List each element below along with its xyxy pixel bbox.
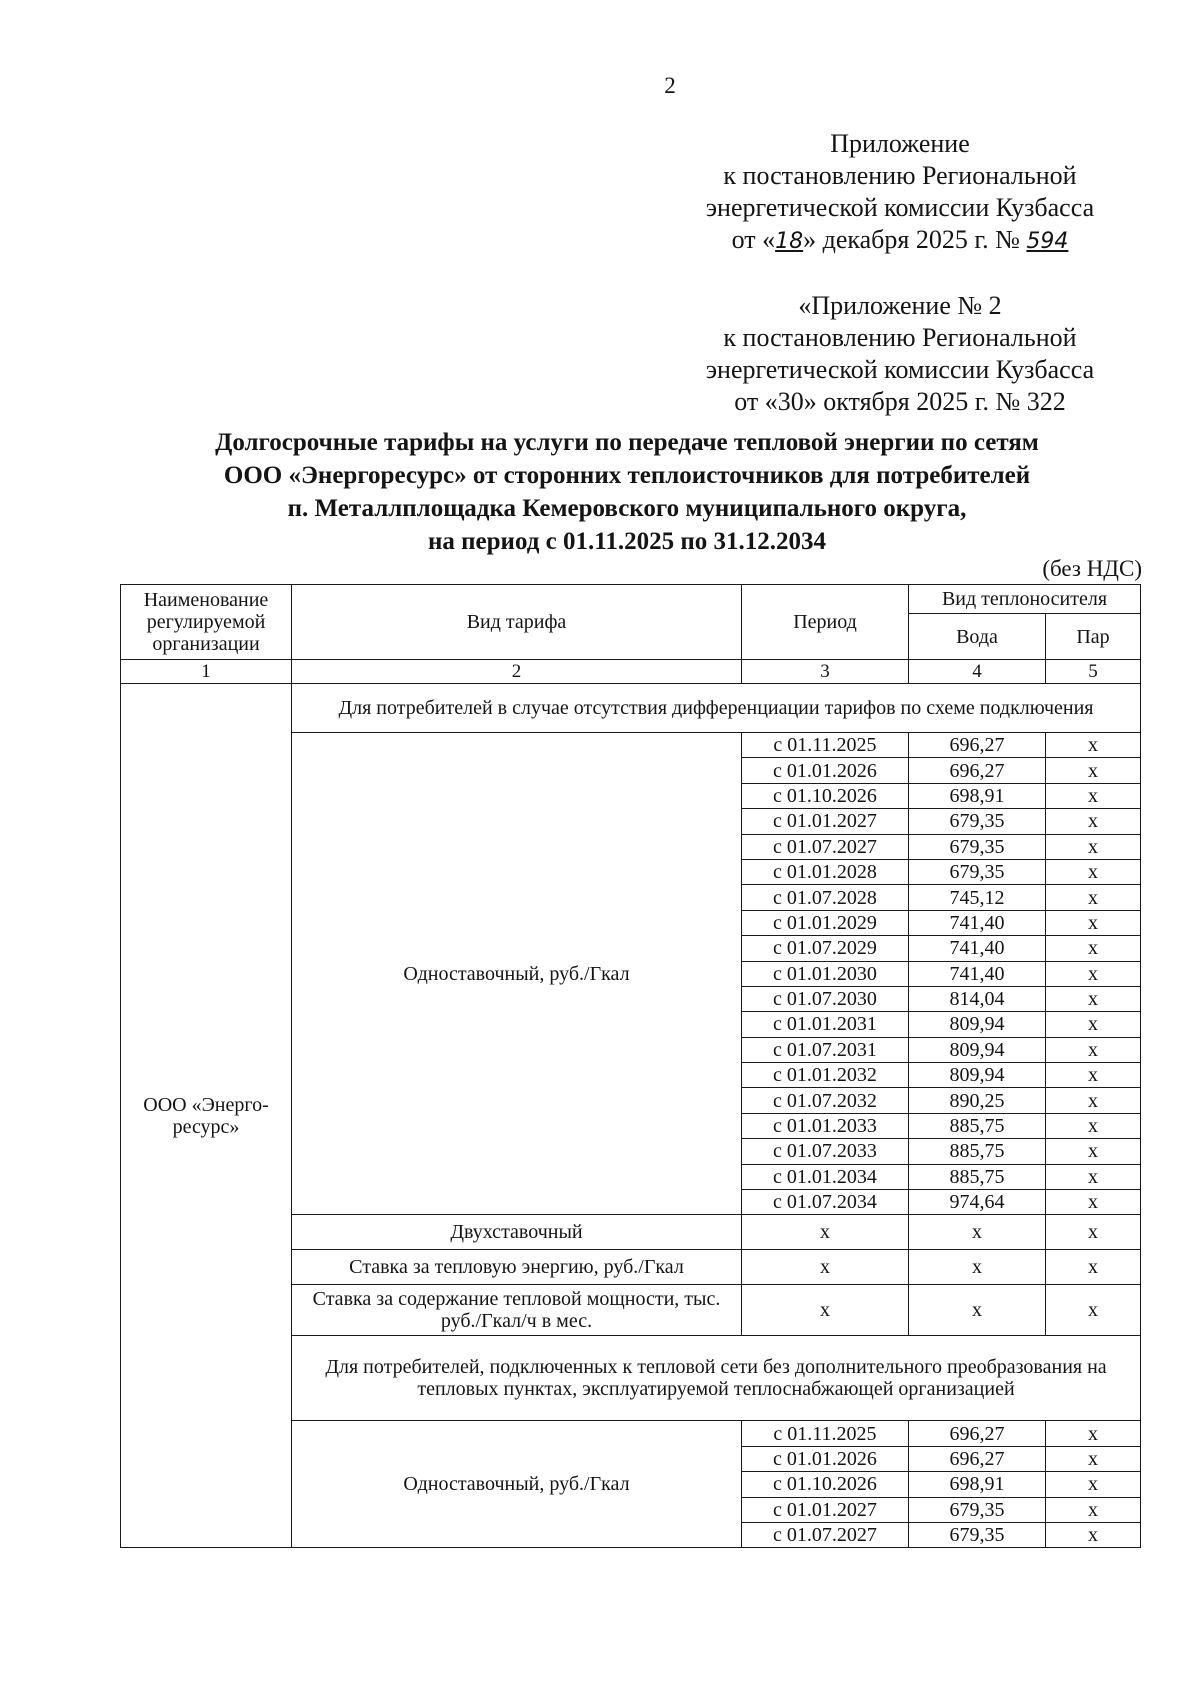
- title-line1: Долгосрочные тарифы на услуги по передаче тепловой энергии по сетям: [215, 429, 1039, 456]
- handwritten-number: 594: [1026, 229, 1069, 254]
- steam-tariff-cell: х: [1046, 1012, 1141, 1037]
- steam-tariff-cell: х: [1046, 885, 1141, 910]
- header-org: Наименование регулируемой организации: [121, 585, 292, 660]
- header-period: Период: [742, 585, 909, 660]
- water-tariff-cell: 809,94: [909, 1037, 1046, 1062]
- period-cell: с 01.01.2030: [742, 961, 909, 986]
- title-line4: на период с 01.11.2025 по 31.12.2034: [427, 528, 826, 555]
- appendix-original-line3: энергетической комиссии Кузбасса: [705, 355, 1095, 384]
- period-cell: с 01.07.2027: [742, 834, 909, 859]
- document-title: [60, 426, 1194, 558]
- period-cell: с 01.07.2031: [742, 1037, 909, 1062]
- rate-label: Ставка за тепловую энергию, руб./Гкал: [292, 1250, 742, 1285]
- period-cell: с 01.01.2027: [742, 809, 909, 834]
- section1-single-rate-label: Одноставочный, руб./Гкал: [292, 733, 742, 1215]
- column-number: 2: [292, 660, 742, 684]
- period-cell: с 01.10.2026: [742, 783, 909, 808]
- water-tariff-cell: 679,35: [909, 1497, 1046, 1522]
- period-cell: х: [742, 1215, 909, 1250]
- water-tariff-cell: 885,75: [909, 1139, 1046, 1164]
- period-cell: х: [742, 1250, 909, 1285]
- steam-tariff-cell: х: [1046, 733, 1141, 758]
- water-tariff-cell: 814,04: [909, 986, 1046, 1011]
- period-cell: с 01.07.2034: [742, 1190, 909, 1215]
- appendix-current-line1: Приложение: [830, 129, 970, 158]
- steam-tariff-cell: х: [1046, 1215, 1141, 1250]
- steam-tariff-cell: х: [1046, 783, 1141, 808]
- tariff-table: [120, 584, 1141, 1548]
- period-cell: с 01.01.2029: [742, 910, 909, 935]
- period-cell: с 01.01.2026: [742, 1446, 909, 1471]
- steam-tariff-cell: х: [1046, 1522, 1141, 1547]
- water-tariff-cell: 698,91: [909, 1472, 1046, 1497]
- steam-tariff-cell: х: [1046, 986, 1141, 1011]
- appendix-current-block: [640, 128, 1160, 258]
- steam-tariff-cell: х: [1046, 1088, 1141, 1113]
- steam-tariff-cell: х: [1046, 1285, 1141, 1336]
- steam-tariff-cell: х: [1046, 834, 1141, 859]
- header-tariff-type: Вид тарифа: [292, 585, 742, 660]
- water-tariff-cell: 890,25: [909, 1088, 1046, 1113]
- period-cell: с 01.07.2029: [742, 936, 909, 961]
- date-prefix: от «: [731, 225, 776, 254]
- water-tariff-cell: 696,27: [909, 1446, 1046, 1471]
- header-water: Вода: [909, 614, 1046, 660]
- water-tariff-cell: 696,27: [909, 1421, 1046, 1446]
- column-number: 5: [1046, 660, 1141, 684]
- steam-tariff-cell: х: [1046, 1190, 1141, 1215]
- steam-tariff-cell: х: [1046, 1497, 1141, 1522]
- steam-tariff-cell: х: [1046, 910, 1141, 935]
- period-cell: с 01.11.2025: [742, 733, 909, 758]
- period-cell: с 01.01.2032: [742, 1063, 909, 1088]
- steam-tariff-cell: х: [1046, 1472, 1141, 1497]
- rate-label: Двухставочный: [292, 1215, 742, 1250]
- period-cell: с 01.01.2033: [742, 1113, 909, 1138]
- column-number: 1: [121, 660, 292, 684]
- water-tariff-cell: 885,75: [909, 1164, 1046, 1189]
- steam-tariff-cell: х: [1046, 1164, 1141, 1189]
- period-cell: с 01.11.2025: [742, 1421, 909, 1446]
- steam-tariff-cell: х: [1046, 1113, 1141, 1138]
- period-cell: с 01.01.2028: [742, 859, 909, 884]
- period-cell: с 01.10.2026: [742, 1472, 909, 1497]
- column-number: 4: [909, 660, 1046, 684]
- appendix-current-date-line: [640, 224, 1160, 258]
- steam-tariff-cell: х: [1046, 809, 1141, 834]
- water-tariff-cell: 741,40: [909, 936, 1046, 961]
- date-middle: » декабря 2025 г. №: [803, 225, 1020, 254]
- period-cell: с 01.01.2027: [742, 1497, 909, 1522]
- steam-tariff-cell: х: [1046, 1250, 1141, 1285]
- water-tariff-cell: х: [909, 1215, 1046, 1250]
- period-cell: с 01.07.2032: [742, 1088, 909, 1113]
- handwritten-day: 18: [775, 229, 804, 254]
- water-tariff-cell: 885,75: [909, 1113, 1046, 1138]
- period-cell: с 01.07.2030: [742, 986, 909, 1011]
- section2-caption: Для потребителей, подключенных к тепловой сети без дополнительного преобразования на тепловых пунктах, эксплуатируемой теплоснабжающей организацией: [292, 1336, 1141, 1421]
- steam-tariff-cell: х: [1046, 859, 1141, 884]
- section1-caption: Для потребителей в случае отсутствия дифференциации тарифов по схеме подключения: [292, 684, 1141, 733]
- steam-tariff-cell: х: [1046, 758, 1141, 783]
- appendix-current-line2: к постановлению Региональной: [723, 161, 1077, 190]
- title-line2: ООО «Энергоресурс» от сторонних теплоисточников для потребителей: [223, 462, 1031, 489]
- water-tariff-cell: 679,35: [909, 834, 1046, 859]
- appendix-current-line3: энергетической комиссии Кузбасса: [705, 193, 1095, 222]
- water-tariff-cell: 679,35: [909, 859, 1046, 884]
- header-steam: Пар: [1046, 614, 1141, 660]
- water-tariff-cell: 745,12: [909, 885, 1046, 910]
- header-carrier: Вид теплоносителя: [909, 585, 1141, 614]
- organization-name: ООО «Энерго-ресурс»: [121, 684, 292, 1548]
- steam-tariff-cell: х: [1046, 1037, 1141, 1062]
- steam-tariff-cell: х: [1046, 936, 1141, 961]
- water-tariff-cell: х: [909, 1285, 1046, 1336]
- water-tariff-cell: 809,94: [909, 1012, 1046, 1037]
- period-cell: с 01.07.2028: [742, 885, 909, 910]
- appendix-original-line2: к постановлению Региональной: [723, 323, 1077, 352]
- period-cell: с 01.07.2033: [742, 1139, 909, 1164]
- period-cell: с 01.01.2031: [742, 1012, 909, 1037]
- title-line3: п. Металлплощадка Кемеровского муниципального округа,: [287, 495, 967, 522]
- steam-tariff-cell: х: [1046, 1063, 1141, 1088]
- water-tariff-cell: 809,94: [909, 1063, 1046, 1088]
- water-tariff-cell: 696,27: [909, 733, 1046, 758]
- page-number: 2: [664, 73, 676, 98]
- water-tariff-cell: 974,64: [909, 1190, 1046, 1215]
- water-tariff-cell: 698,91: [909, 783, 1046, 808]
- appendix-original-block: [640, 290, 1160, 418]
- period-cell: х: [742, 1285, 909, 1336]
- period-cell: с 01.01.2026: [742, 758, 909, 783]
- water-tariff-cell: 741,40: [909, 910, 1046, 935]
- water-tariff-cell: 741,40: [909, 961, 1046, 986]
- steam-tariff-cell: х: [1046, 1421, 1141, 1446]
- rate-label: Ставка за содержание тепловой мощности, тыс. руб./Гкал/ч в мес.: [292, 1285, 742, 1336]
- column-number: 3: [742, 660, 909, 684]
- water-tariff-cell: 696,27: [909, 758, 1046, 783]
- period-cell: с 01.01.2034: [742, 1164, 909, 1189]
- water-tariff-cell: 679,35: [909, 1522, 1046, 1547]
- vat-note: (без НДС): [1042, 556, 1142, 581]
- steam-tariff-cell: х: [1046, 961, 1141, 986]
- steam-tariff-cell: х: [1046, 1139, 1141, 1164]
- water-tariff-cell: х: [909, 1250, 1046, 1285]
- appendix-original-line4: от «30» октября 2025 г. № 322: [734, 387, 1066, 416]
- water-tariff-cell: 679,35: [909, 809, 1046, 834]
- appendix-original-line1: «Приложение № 2: [798, 291, 1002, 320]
- period-cell: с 01.07.2027: [742, 1522, 909, 1547]
- section2-single-rate-label: Одноставочный, руб./Гкал: [292, 1421, 742, 1548]
- steam-tariff-cell: х: [1046, 1446, 1141, 1471]
